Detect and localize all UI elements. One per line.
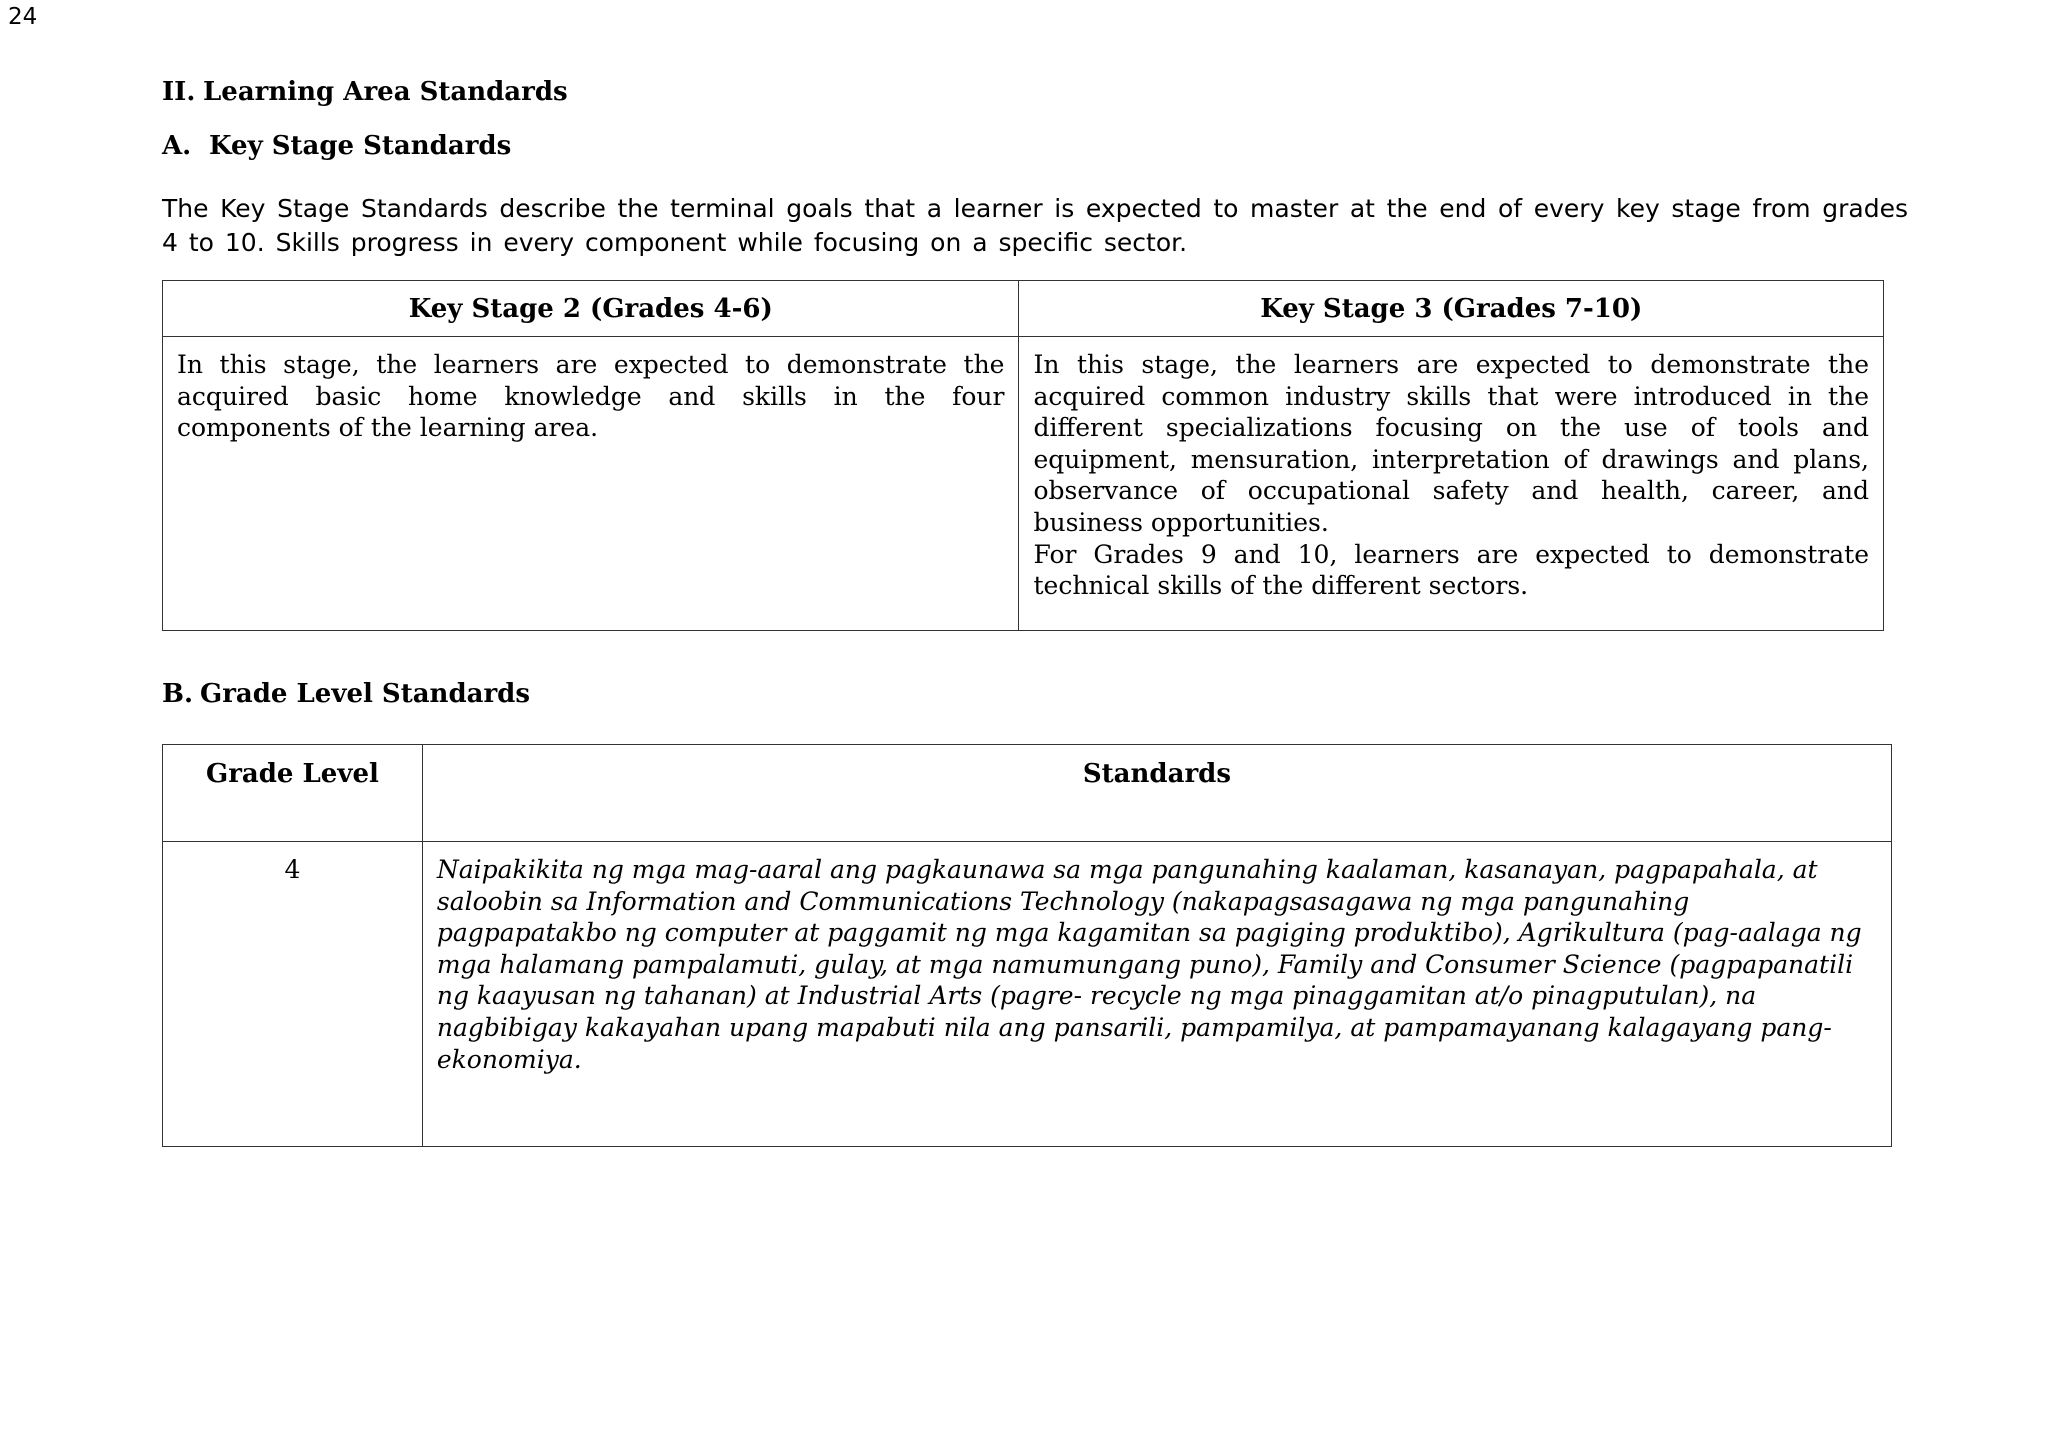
- key-stage-3-description: [1019, 337, 1884, 631]
- table-row: [163, 842, 1892, 1147]
- key-stage-intro-paragraph: The Key Stage Standards describe the terminal goals that a learner is expected to master at the end of every key stage from grades 4 to 10. Skills progress in every component while focusing on a specific sector.: [162, 194, 1908, 257]
- section-letter: B.: [162, 679, 194, 709]
- key-stage-3-text-2: For Grades 9 and 10, learners are expected to demonstrate technical skills of the different sectors.: [1033, 539, 1869, 601]
- key-stage-2-text: In this stage, the learners are expected to demonstrate the acquired basic home knowledge and skills in the four components of the learning area.: [177, 350, 1005, 443]
- table-row: [163, 337, 1884, 631]
- table-header-row: [163, 745, 1892, 842]
- header-standards: Standards: [422, 745, 1891, 842]
- table-header-row: [163, 281, 1884, 337]
- section-heading-learning-area-standards: [162, 77, 568, 107]
- header-grade-level: Grade Level: [163, 745, 423, 842]
- key-stage-3-text-1: In this stage, the learners are expected to demonstrate the acquired common industry skills that were introduced in the different specializations focusing on the use of tools and equipment, mensuration, interpretation of drawings and plans, observance of occupational safety and health, career, and business opportunities.: [1033, 350, 1869, 537]
- section-title: Grade Level Standards: [200, 679, 531, 709]
- header-key-stage-2: Key Stage 2 (Grades 4-6): [163, 281, 1019, 337]
- section-letter: A.: [162, 131, 192, 161]
- header-key-stage-3: Key Stage 3 (Grades 7-10): [1019, 281, 1884, 337]
- key-stage-2-description: [163, 337, 1019, 631]
- section-title: Learning Area Standards: [203, 77, 568, 107]
- grade-level-table: [162, 744, 1892, 1147]
- section-heading-grade-level-standards: [162, 679, 530, 709]
- section-number: II.: [162, 77, 196, 107]
- standards-cell: Naipakikita ng mga mag-aaral ang pagkaunawa sa mga pangunahing kaalaman, kasanayan, pagpapahala, at saloobin sa Information and Communications Technology (nakapagsasagawa ng mga pangunahing pagpapatakbo ng computer at paggamit ng mga kagamitan sa pagiging produktibo), Agrikultura (pag-aalaga ng mga halamang pampalamuti, gulay, at mga namumungang puno), Family and Consumer Science (pagpapanatili ng kaayusan ng tahanan) at Industrial Arts (pagre- recycle ng mga pinaggamitan at/o pinagputulan), na nagbibigay kakayahan upang mapabuti nila ang pansarili, pampamilya, at pampamayanang kalagayang pang-ekonomiya.: [422, 842, 1891, 1147]
- grade-level-cell: 4: [163, 842, 423, 1147]
- page-number: 24: [8, 4, 38, 30]
- section-heading-key-stage-standards: [162, 131, 511, 161]
- key-stage-table: [162, 280, 1884, 631]
- section-title: Key Stage Standards: [209, 131, 512, 161]
